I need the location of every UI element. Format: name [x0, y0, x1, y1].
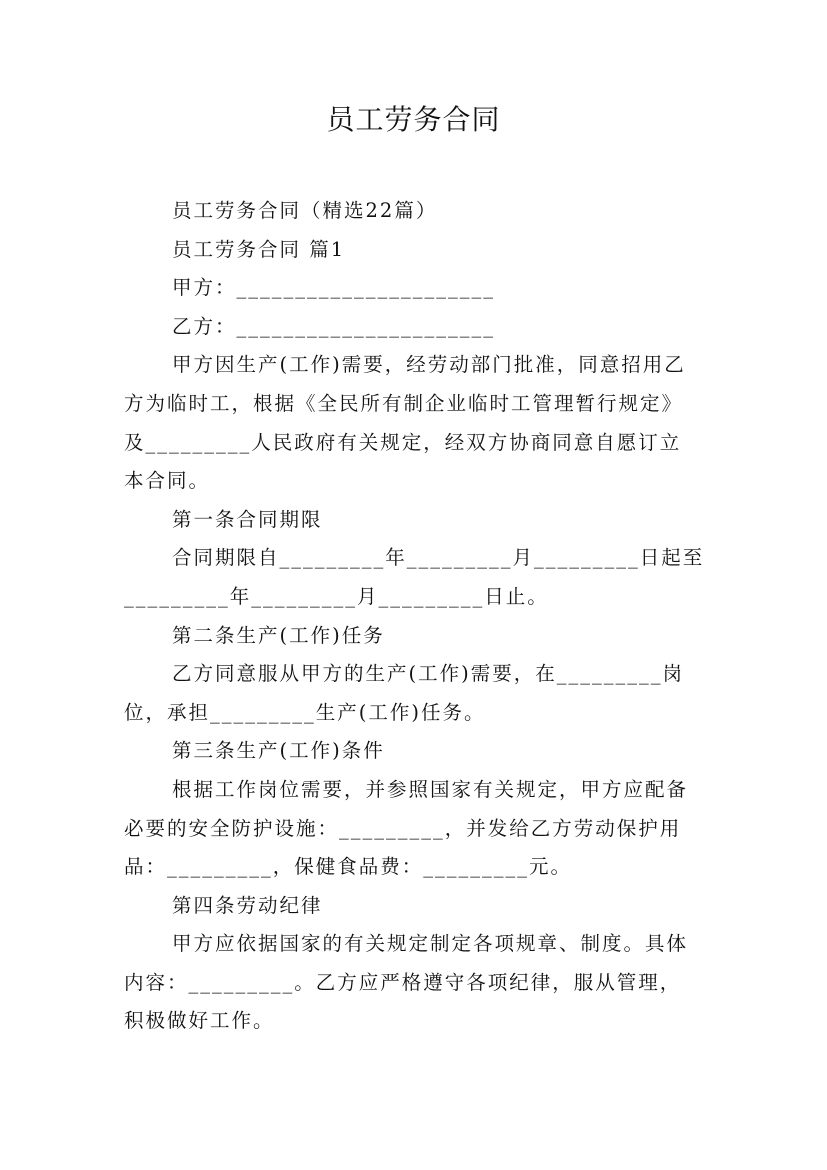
document-line: 乙方：______________________	[172, 314, 496, 338]
document-line: 品：_________，保健食品费：_________元。	[124, 855, 573, 879]
document-line: 方为临时工，根据《全民所有制企业临时工管理暂行规定》	[124, 391, 684, 415]
document-line: 根据工作岗位需要，并参照国家有关规定，甲方应配备	[172, 777, 689, 801]
document-line: 合同期限自_________年_________月_________日起至	[172, 546, 704, 570]
document-line: 甲方：______________________	[172, 276, 496, 300]
document-line: _________年_________月_________日止。	[124, 584, 549, 608]
document-line: 积极做好工作。	[124, 1009, 275, 1033]
document-line: 必要的安全防护设施：_________，并发给乙方劳动保护用	[124, 816, 682, 840]
document-line: 甲方应依据国家的有关规定制定各项规章、制度。具体	[172, 932, 689, 956]
document-line: 乙方同意服从甲方的生产(工作)需要，在_________岗	[172, 662, 684, 686]
document-line: 第三条生产(工作)条件	[172, 739, 385, 763]
document-line: 及_________人民政府有关规定，经双方协商同意自愿订立	[124, 430, 682, 454]
document-line: 本合同。	[124, 469, 211, 493]
document-body	[124, 192, 704, 1041]
document-line: 位，承担_________生产(工作)任务。	[124, 700, 486, 724]
document-line: 内容：_________。乙方应严格遵守各项纪律，服从管理，	[124, 970, 682, 994]
document-line: 第二条生产(工作)任务	[172, 623, 385, 647]
document-line: 第一条合同期限	[172, 507, 323, 531]
document-line: 员工劳务合同（精选22篇）	[172, 199, 438, 222]
document-line: 员工劳务合同 篇1	[172, 237, 346, 261]
document-line: 第四条劳动纪律	[172, 893, 323, 917]
document-line: 甲方因生产(工作)需要，经劳动部门批准，同意招用乙	[172, 353, 686, 377]
document-title: 员工劳务合同	[326, 103, 501, 136]
